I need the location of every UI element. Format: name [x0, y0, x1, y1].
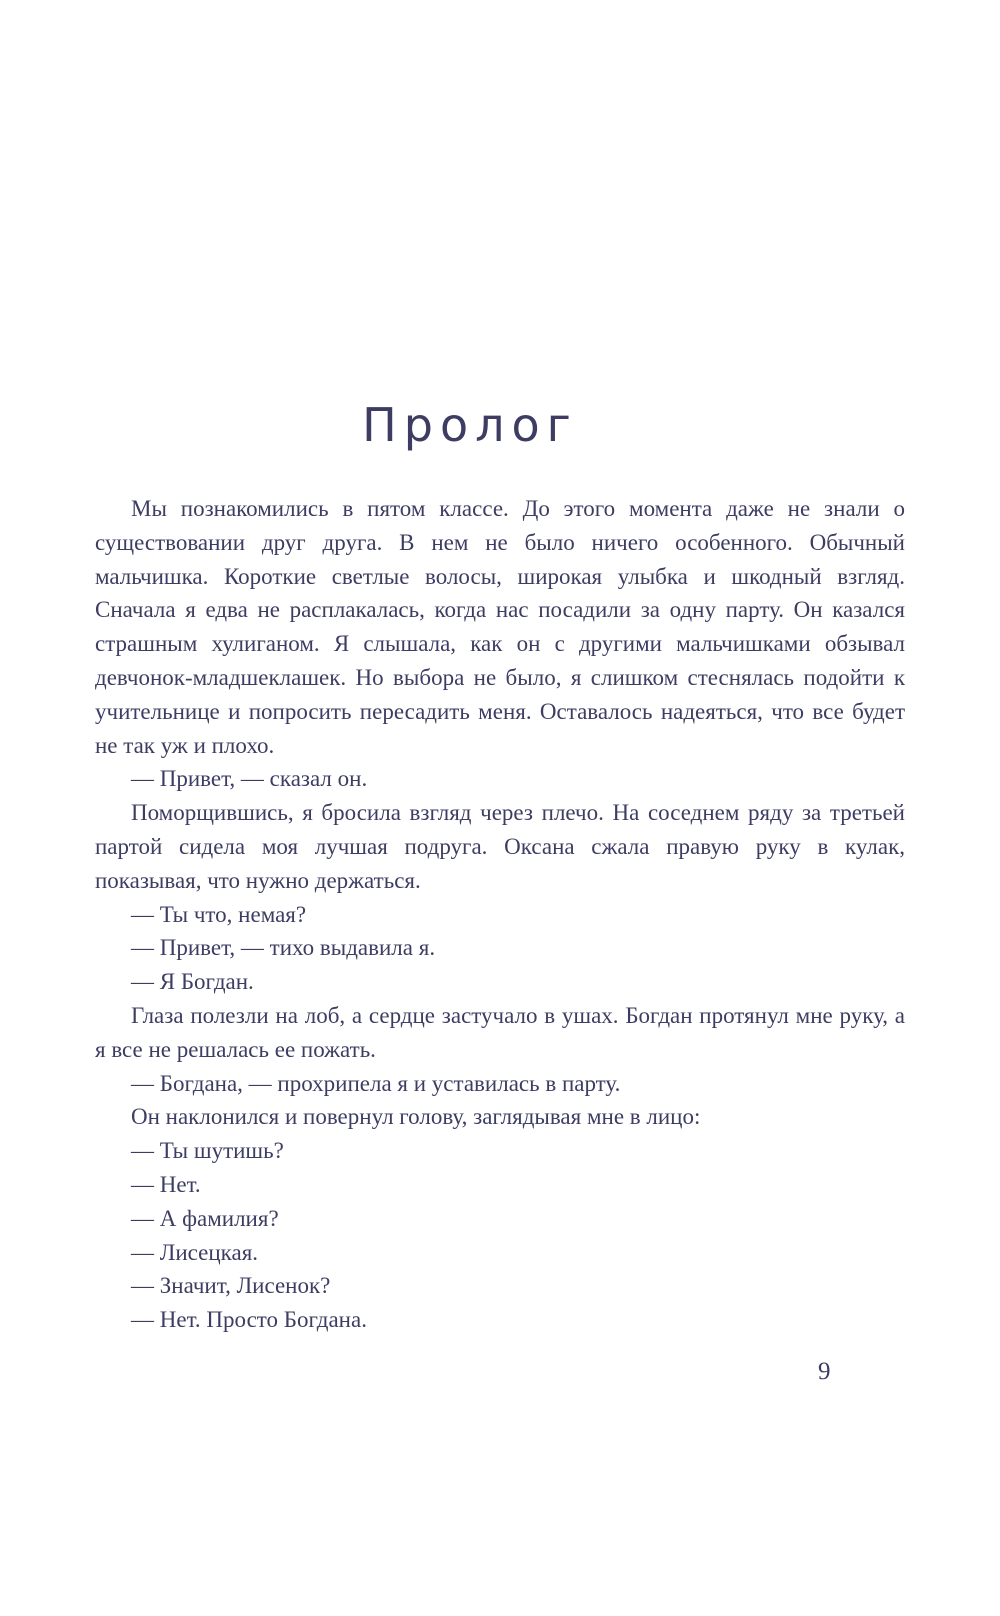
paragraph: — Лисецкая. [131, 1239, 259, 1265]
paragraph: — Привет, — сказал он. [131, 766, 368, 792]
paragraph: Он наклонился и повернул голову, заглядывая мне в лицо: [131, 1104, 701, 1130]
chapter-body [95, 492, 905, 1337]
paragraph: Глаза полезли на лоб, а сердце застучало в ушах. Богдан протянул мне руку, а я все не решалась ее пожать. [95, 1002, 905, 1062]
paragraph: — А фамилия? [131, 1205, 279, 1231]
paragraph: — Ты что, немая? [131, 901, 307, 927]
paragraph: — Значит, Лисенок? [131, 1273, 331, 1299]
paragraph: — Нет. Просто Богдана. [131, 1307, 367, 1333]
paragraph: — Богдана, — прохрипела я и уставилась в парту. [131, 1070, 621, 1096]
page-number: 9 [818, 1358, 831, 1385]
paragraph: — Я Богдан. [131, 969, 254, 995]
paragraph: Мы познакомились в пятом классе. До этого момента даже не знали о существовании друг друга. В нем не было ничего особенного. Обычный мальчишка. Короткие светлые волосы, широкая улыбка и шкодный взгляд. Сначала я едва не расплакалась, когда нас посадили за одну парту. Он казался страшным хулиганом. Я слышала, как он с другими мальчишками обзывал девчонок-младшеклашек. Но выбора не было, я слишком стеснялась подойти к учительнице и попросить пересадить меня. Оставалось надеяться, что все будет не так уж и плохо. [95, 496, 905, 758]
paragraph: — Нет. [131, 1171, 201, 1197]
chapter-title: Пролог [362, 398, 578, 452]
paragraph: Поморщившись, я бросила взгляд через плечо. На соседнем ряду за третьей партой сидела моя лучшая подруга. Оксана сжала правую руку в кулак, показывая, что нужно держаться. [95, 800, 905, 893]
paragraph: — Ты шутишь? [131, 1138, 284, 1164]
paragraph: — Привет, — тихо выдавила я. [131, 935, 436, 961]
